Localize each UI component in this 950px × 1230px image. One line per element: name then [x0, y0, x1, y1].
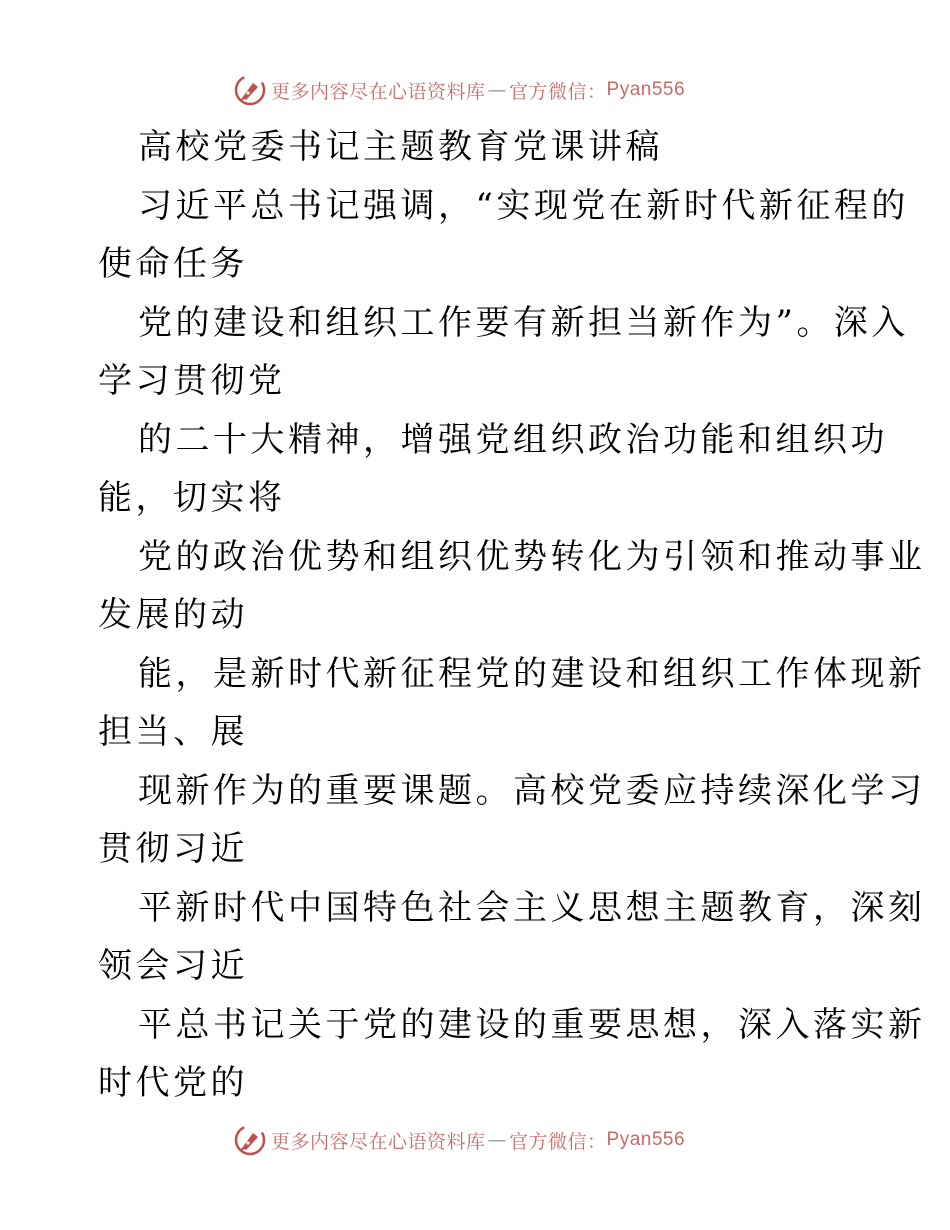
footer-banner	[233, 1120, 685, 1160]
text-line: 党的建设和组织工作要有新担当新作为”。深入	[138, 302, 909, 343]
banner-site-text: 更多内容尽在心语资料库	[271, 80, 486, 103]
text-line: 党的政治优势和组织优势转化为引领和推动事业	[138, 536, 926, 577]
text-line: 现新作为的重要课题。高校党委应持续深化学习	[138, 770, 926, 811]
text-line: 使命任务	[98, 244, 248, 284]
banner-wechat-label: 官方微信：	[509, 1130, 607, 1153]
banner-wechat-label: 官方微信：	[509, 80, 607, 103]
text-line: 贯彻习近	[98, 829, 248, 869]
banner-wechat-id: Pyan556	[606, 79, 686, 100]
text-line: 能，切实将	[98, 478, 286, 518]
text-line: 领会习近	[98, 946, 248, 986]
pen-nib-logo-icon	[233, 1123, 267, 1157]
text-line: 学习贯彻党	[98, 361, 286, 401]
text-line: 时代党的	[98, 1063, 248, 1103]
text-line: 平总书记关于党的建设的重要思想，深入落实新	[138, 1004, 926, 1045]
text-line: 能，是新时代新征程党的建设和组织工作体现新	[138, 653, 926, 694]
banner-wechat-id: Pyan556	[606, 1129, 686, 1150]
document-body	[98, 118, 926, 1113]
text-line: 习近平总书记强调，“实现党在新时代新征程的	[138, 185, 909, 226]
banner-separator: —	[487, 79, 508, 101]
document-title: 高校党委书记主题教育党课讲稿	[138, 127, 663, 167]
banner-separator: —	[487, 1129, 508, 1151]
pen-nib-logo-icon	[233, 73, 267, 107]
header-banner	[233, 70, 685, 110]
text-line: 平新时代中国特色社会主义思想主题教育，深刻	[138, 887, 926, 928]
text-line: 担当、展	[98, 712, 248, 752]
text-line: 发展的动	[98, 595, 248, 635]
banner-site-text: 更多内容尽在心语资料库	[271, 1130, 486, 1153]
text-line: 的二十大精神，增强党组织政治功能和组织功	[138, 419, 888, 460]
